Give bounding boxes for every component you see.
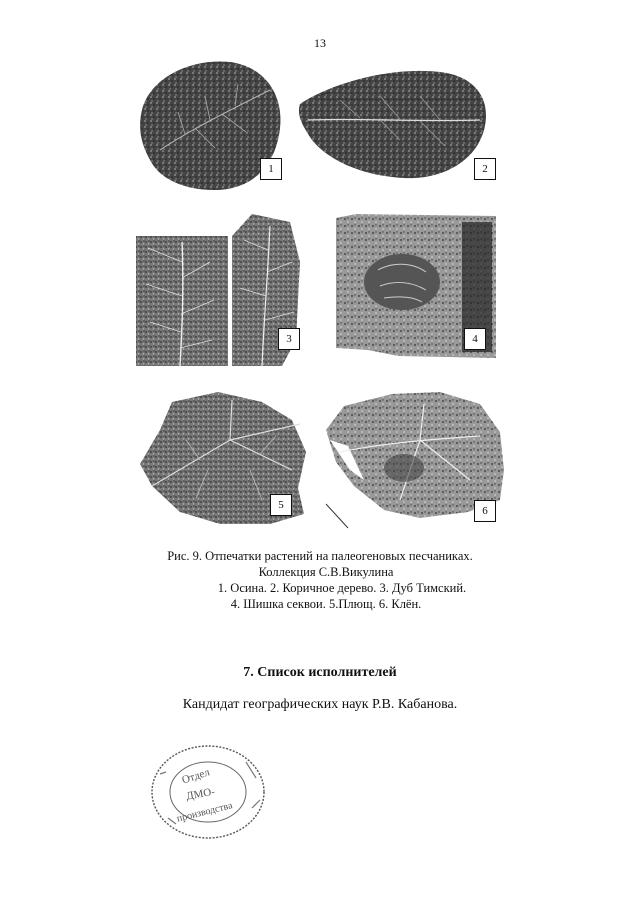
- section-heading: [0, 665, 640, 681]
- photo-2-cinnamon-leaf: [299, 71, 486, 178]
- photo-label-5: 5: [270, 494, 292, 516]
- photo-label-2: 2: [474, 158, 496, 180]
- figure-caption-line-2: Коллекция С.В.Викулина: [258, 565, 394, 579]
- stamp-text-1: Отдел: [180, 766, 212, 787]
- photo-label-1: 1: [260, 158, 282, 180]
- photo-3-oak-leaf: [136, 214, 300, 366]
- seal-stamp: [146, 738, 272, 842]
- photo-label-3: 3: [278, 328, 300, 350]
- photo-label-6: 6: [474, 500, 496, 522]
- page-number: 13: [314, 36, 326, 50]
- photo-label-4: 4: [464, 328, 486, 350]
- section-title: Список исполнителей: [257, 665, 397, 680]
- author-line: Кандидат географических наук Р.В. Кабанова.: [182, 697, 458, 712]
- stamp-graphic: [146, 738, 272, 842]
- figure-caption-line-1: Рис. 9. Отпечатки растений на палеогеновых песчаниках.: [167, 549, 473, 563]
- figure-caption-line-4: 4. Шишка секвои. 5.Плющ. 6. Клён.: [230, 597, 422, 611]
- section-number: 7.: [243, 665, 254, 680]
- figure-caption-line-3: 1. Осина. 2. Коричное дерево. 3. Дуб Тимский.: [217, 581, 467, 595]
- stamp-text-3: производства: [175, 800, 234, 825]
- stamp-text-2: ДМО-: [185, 785, 216, 803]
